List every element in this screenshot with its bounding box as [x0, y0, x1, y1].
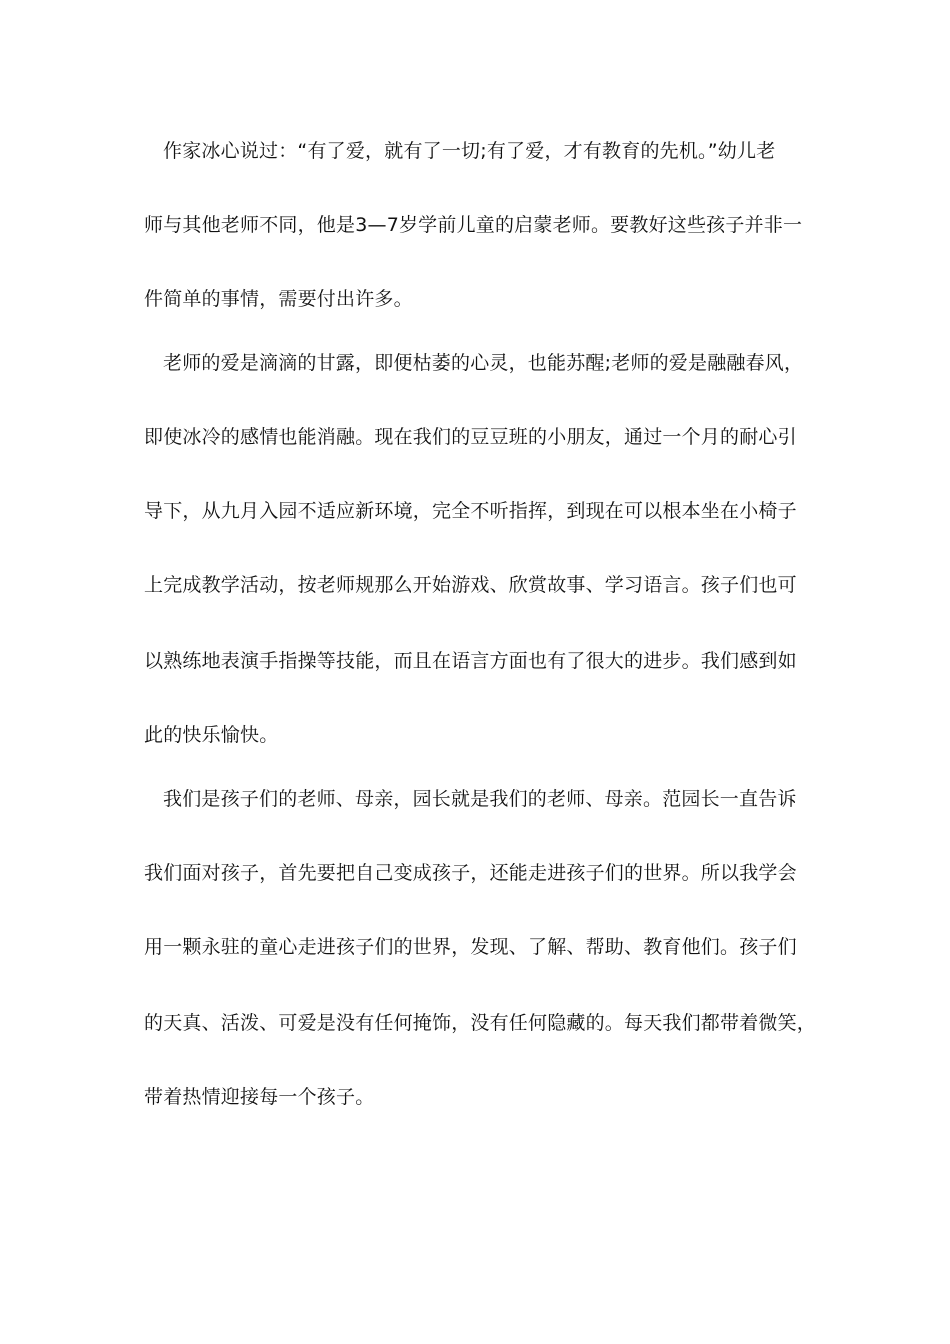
paragraph-3-line-3: 用一颗永驻的童心走进孩子们的世界，发现、了解、帮助、教育他们。孩子们 [144, 936, 797, 958]
paragraph-3-line-1: 我们是孩子们的老师、母亲，园长就是我们的老师、母亲。范园长一直告诉 [163, 788, 797, 810]
paragraph-1-line-2: 师与其他老师不同，他是3—7岁学前儿童的启蒙老师。要教好这些孩子并非一 [144, 214, 803, 236]
paragraph-3-line-5: 带着热情迎接每一个孩子。 [144, 1086, 375, 1108]
paragraph-2-line-6: 此的快乐愉快。 [144, 724, 279, 746]
paragraph-2-line-1: 老师的爱是滴滴的甘露，即便枯萎的心灵，也能苏醒;老师的爱是融融春风， [163, 352, 804, 374]
paragraph-3-line-4: 的天真、活泼、可爱是没有任何掩饰，没有任何隐藏的。每天我们都带着微笑， [144, 1012, 817, 1034]
paragraph-2-line-3: 导下，从九月入园不适应新环境，完全不听指挥，到现在可以根本坐在小椅子 [144, 500, 797, 522]
paragraph-1-line-3: 件简单的事情，需要付出许多。 [144, 288, 413, 310]
paragraph-2-line-4: 上完成教学活动，按老师规那么开始游戏、欣赏故事、学习语言。孩子们也可 [144, 574, 797, 596]
paragraph-2-line-5: 以熟练地表演手指操等技能，而且在语言方面也有了很大的进步。我们感到如 [144, 650, 797, 672]
paragraph-1-line-1: 作家冰心说过：“有了爱，就有了一切;有了爱，才有教育的先机。”幼儿老 [163, 140, 776, 162]
paragraph-2-line-2: 即使冰冷的感情也能消融。现在我们的豆豆班的小朋友，通过一个月的耐心引 [144, 426, 797, 448]
paragraph-3-line-2: 我们面对孩子，首先要把自己变成孩子，还能走进孩子们的世界。所以我学会 [144, 862, 797, 884]
